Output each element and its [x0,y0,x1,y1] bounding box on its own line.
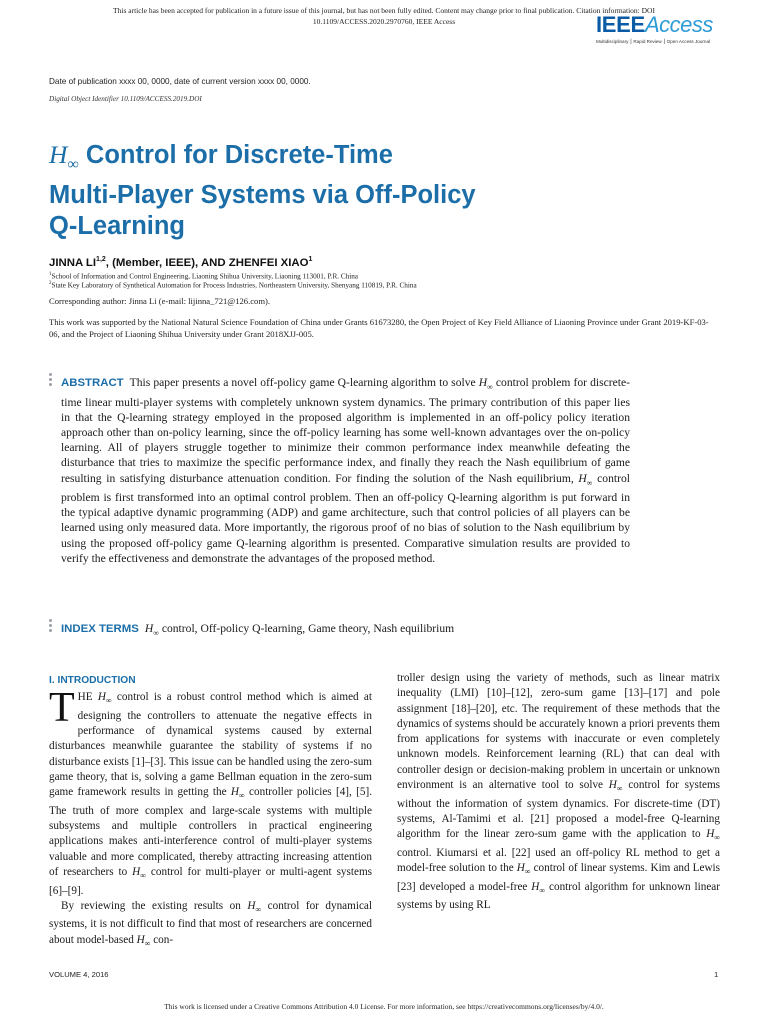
logo-access-text: Access [644,12,713,37]
paper-title [49,139,609,242]
intro-paragraph-1: THE $H_\infty$ control is a robust control method which is aimed at designing the controllers to attenuate the negative effects in performance of dynamical systems caused by external disturbances meanwhile guarantee the stability of systems if no disturbance exists [1]–[3]. This issue can be handled using the zero-sum game theory, that is, solving a game Bellman equation in the zero-sum game framework results in getting the $H_\infty$ controller policies [4], [5]. The truth of more complex and large-scale systems with multiple subsystems and multiple controllers in practical engineering applications makes anti-interference control of multi-player systems valuable and more complicated, thereby attracting increasing attention of researchers to $H_\infty$ control for multi-player or multi-agent systems [6]–[9]. [49,685,373,897]
license-notice: This work is licensed under a Creative Commons Attribution 4.0 License. For more information, see https://creativecommons.org/licenses/by/4.0/. [164,1002,604,1011]
drop-cap: T [49,685,75,732]
logo-ieee-text: IEEE [596,12,645,37]
corresponding-author: Corresponding author: Jinna Li (e-mail: lijinna_721@126.com). [49,296,271,306]
affiliation-1: $^1$School of Information and Control Engineering, Liaoning Shihua University, Liaoning 113001, P.R. China [49,272,358,281]
abstract-label: ABSTRACT [61,377,124,389]
author-1: JINNA LI [49,256,97,269]
doi-line: Digital Object Identifier 10.1109/ACCESS.2019.DOI [49,95,202,103]
author-list: JINNA LI$^{1,2}$, (Member, IEEE), AND ZHENFEI XIAO$^1$ [49,256,313,269]
affiliation-2: $^2$State Key Laboratory of Synthetical Automation for Process Industries, Northeastern University, Shenyang 110819, P.R. China [49,281,417,290]
publication-dates: Date of publication xxxx 00, 0000, date of current version xxxx 00, 0000. [49,77,311,86]
author-rest: , (Member, IEEE), AND ZHENFEI XIAO [105,256,309,269]
notice-line-2: 10.1109/ACCESS.2020.2970760, IEEE Access [312,17,456,26]
logo-tagline: Multidisciplinary ⎮ Rapid Review ⎮ Open Access Journal [596,39,711,44]
intro-paragraph-2: By reviewing the existing results on $H_\infty$ control for dynamical systems, it is not difficult to find that most of researchers are concerned about model-based $H_\infty$ con- [49,899,372,948]
abstract: ABSTRACT This paper presents a novel off-policy game Q-learning algorithm to solve $H_\infty$ control problem for discrete-time linear multi-player systems with completely unknown system dynamics. The primary contribution of this paper lies in that the Q-learning strategy employed in the proposed algorithm is implemented in an off-policy policy iteration approach other than on-policy learning, since the off-policy learning has some well-known advantages over the on-policy learning. All of players struggle together to minimize their common performance index meanwhile defeating the disturbance that tries to maximize the specific performance index, and finally they reach the Nash equilibrium of game resulting in satisfying disturbance attenuation condition. For finding the solution of the Nash equilibrium, $H_\infty$ control problem is first transformed into an optimal control problem. Then an off-policy Q-learning algorithm is put forward in the typical adaptive dynamic programming (ADP) and game architecture, such that control policies of all players can be learned using only measured data. More importantly, the rigorous proof of no bias of solution to the Nash equilibrium by using the proposed off-policy game Q-learning algorithm is presented. Comparative simulation results are provided to verify the effectiveness and demonstrate the advantages of the proposed method. [61,376,630,565]
body-column-left [49,673,372,951]
title-line-3: Q-Learning [49,212,186,241]
title-line-2: Multi-Player Systems via Off-Policy [49,181,476,210]
intro-paragraph-continued: troller design using the variety of methods, such as linear matrix inequality (LMI) [10]–[12], zero-sum game [13]–[17] and pole assignment [18]–[20], etc. The requirement of these methods that the dynamics of systems should be accurately known a priori prevents them from applications for systems with inaccurate or even completely unknown models. Reinforcement learning (RL) that can deal with controller design or decision-making problem in uncertain or unknown environment is an alternative tool to solve $H_\infty$ control for systems without the information of system dynamics. For discrete-time (DT) systems, Al-Tamimi et al. [21] proposed a model-free Q-learning algorithm for the linear zero-sum game with the application to $H_\infty$ control. Kiumarsi et al. [22] used an off-policy RL method to get a model-free solution to the $H_\infty$ control of linear systems. Kim and Lewis [23] developed a model-free $H_\infty$ control algorithm for unknown linear systems by using RL [397,672,721,912]
index-terms: INDEX TERMS $H_\infty$ control, Off-policy Q-learning, Game theory, Nash equilibrium [61,622,455,638]
volume-label: VOLUME 4, 2016 [49,970,109,979]
funding-statement: This work was supported by the National Natural Science Foundation of China under Grants 61673280, the Open Project of Key Field Alliance of Liaoning Province under Grant 2019-KF-03-06, and the Project of Liaoning Shihua University under Grant 2018XJJ-005. [49,317,709,339]
ieee-access-logo [596,14,716,50]
page-number: 1 [714,970,719,979]
body-column-right [397,671,720,913]
section-heading-introduction: I. INTRODUCTION [49,675,136,686]
title-line-1: Control for Discrete-Time [78,141,393,169]
title-math-symbol: $H_\infty$ [49,140,79,174]
abstract-dots-icon [49,373,52,388]
notice-line-1: This article has been accepted for publication in a future issue of this journal, but has not been fully edited. Content may change prior to final publication. Citation information: DOI [113,6,655,15]
index-terms-label: INDEX TERMS [61,623,139,635]
index-terms-dots-icon [49,619,52,634]
